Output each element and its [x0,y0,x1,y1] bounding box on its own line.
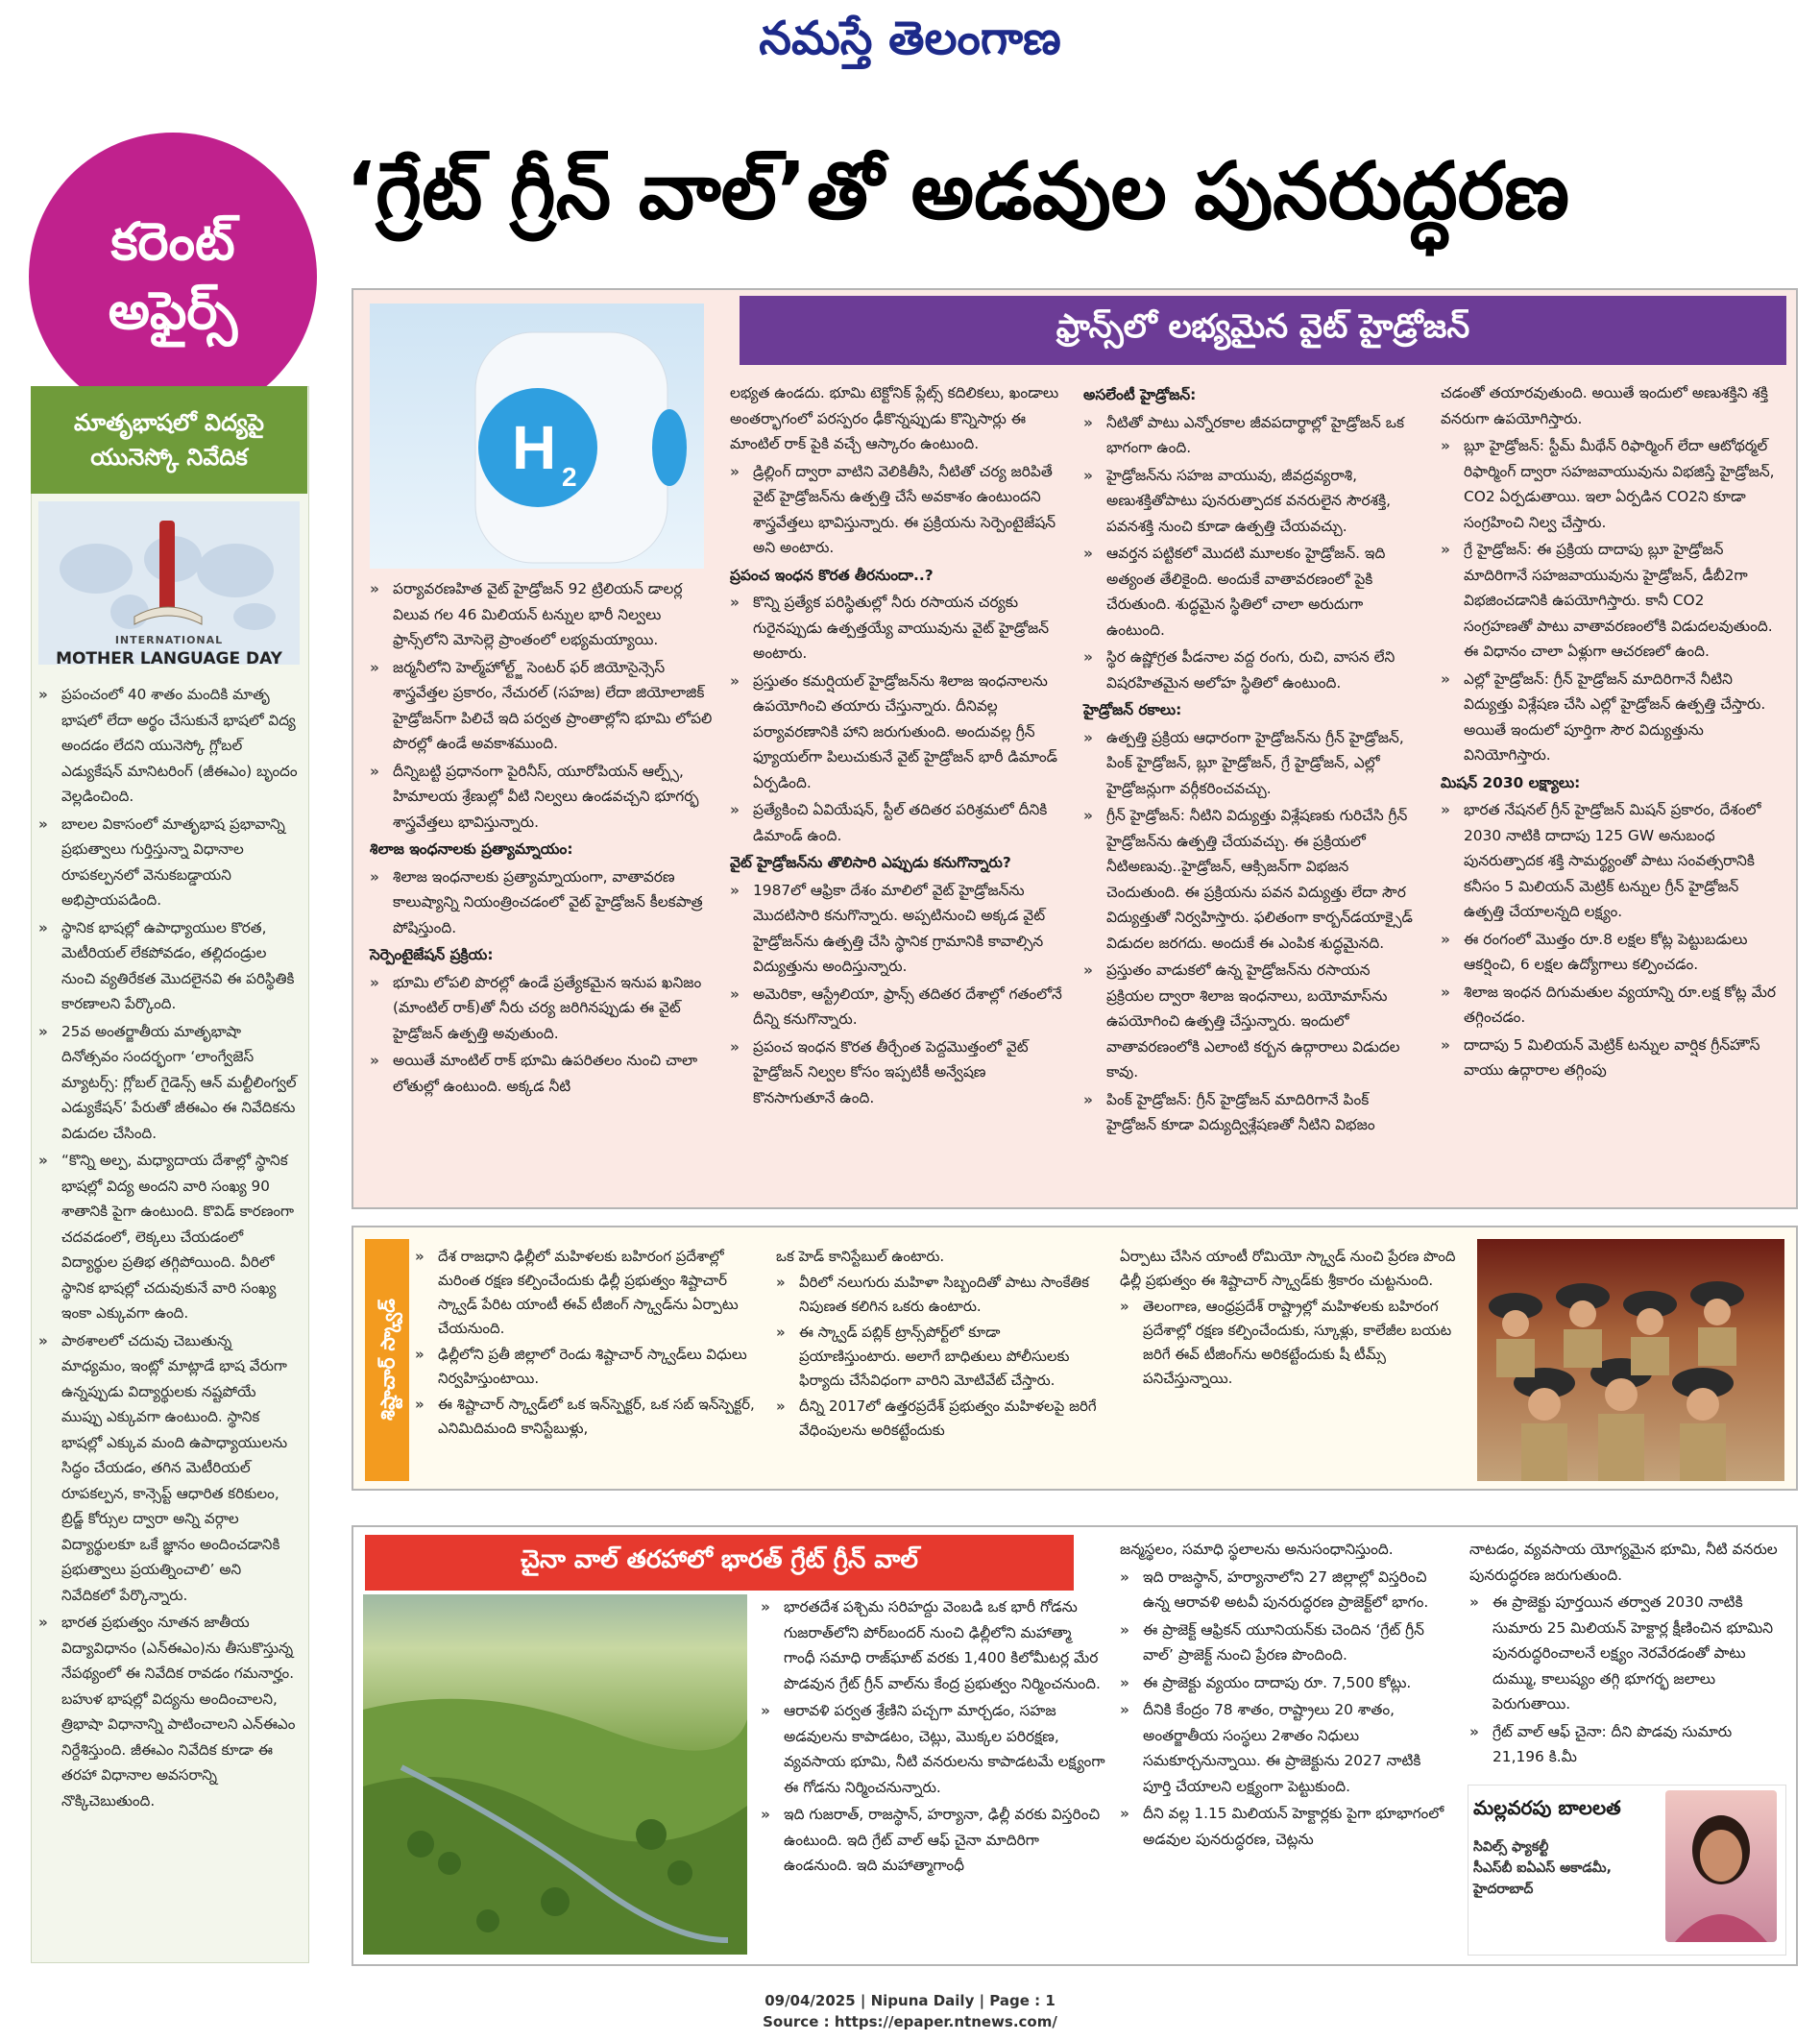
hydrogen-subheading: హైడ్రోజన్ రకాలు: [1083,701,1182,718]
squad-bullet: » దీన్ని 2017లో ఉత్తరప్రదేశ్ ప్రభుత్వం మహిళలపై జరిగే వేధింపులను అరికట్టేందుకు [776,1395,1103,1443]
greenwall-bullet: » ఆరావళి పర్వత శ్రేణిని పచ్చగా మార్చడం, సహజ అడవులను కాపాడటం, చెట్లు, మొక్కల పరిరక్షణ, వ్యవసాయ భూమి, నీటి వనరులను కాపాడటమే లక్ష్యంగా ఈ గోడను నిర్మించనున్నారు. [761,1698,1106,1800]
sidebar-bullet: » పాఠశాలలో చదువు చెబుతున్న మాధ్యమం, ఇంట్లో మాట్లాడే భాష వేరుగా ఉన్నప్పుడు విద్యార్థులకు నష్టపోయే ముప్పు ఎక్కువగా ఉంటుంది. స్థానిక భాషల్లో ఎక్కువ మంది ఉపాధ్యాయులను సిద్ధం చేయడం, తగిన మెటీరియల్ రూపకల్పన, కాన్సెప్ట్ ఆధారిత కరికులం, బ్రిడ్జ్ కోర్సుల ద్వారా అన్ని వర్గాల విద్యార్థులకూ ఒకే జ్ఞానం అందించడానికి ప్రభుత్వాలు ప్రయత్నించాలి’ అని నివేదికలో పేర్కొన్నారు. [38,1328,298,1609]
squad-column-1 [415,1245,761,1443]
hydrogen-bullet: » భారత నేషనల్ గ్రీన్ హైడ్రోజన్ మిషన్ ప్రకారం, దేశంలో 2030 నాటికి దాదాపు 125 GW అనుబంధ పునరుత్పాదక శక్తి సామర్థ్యంతో పాటు సంవత్సరానికి కనీసం 5 మిలియన్ మెట్రిక్ టన్నుల గ్రీన్ హైడ్రోజన్ ఉత్పత్తి చేయాలన్నది లక్ష్యం. [1441,797,1777,925]
sidebar-title-line-1: మాతృభాషలో విద్యపై [74,409,264,436]
hydrogen-bullet: » ప్రపంచ ఇంధన కొరత తీర్చేంత పెద్దమొత్తంలో వైట్ హైడ్రోజన్ నిల్వల కోసం ఇప్పటికీ అన్వేషణ కొనసాగుతూనే ఉంది. [730,1034,1066,1111]
h2-symbol: H [512,413,557,482]
hydrogen-bullet: » గ్రీన్ హైడ్రోజన్: నీటిని విద్యుత్తు విశ్లేషణకు గురిచేసి గ్రీన్ హైడ్రోజన్‌ను ఉత్పత్తి చేయవచ్చు. ఈ ప్రక్రియలో నీటిఅణువు..హైడ్రోజన్, ఆక్సిజన్‌గా విభజన చెందుతుంది. ఈ ప్రక్రియను పవన విద్యుత్తు లేదా సౌర విద్యుత్తుతో నిర్వహిస్తారు. ఫలితంగా కార్బన్‌డయాక్సైడ్ విడుదల జరగదు. అందుకే ఈ ఎంపిక శుద్ధమైనది. [1083,803,1420,956]
page-headline: ‘గ్రేట్ గ్రీన్ వాల్’తో అడవుల పునరుద్ధరణ [346,146,1569,237]
hydrogen-bullet: » శిలాజ ఇంధనాలకు ప్రత్యామ్నాయంగా, వాతావరణ కాలుష్యాన్ని నియంత్రించడంలో వైట్ హైడ్రోజన్ కీలకపాత్ర పోషిస్తుంది. [370,864,716,941]
hydrogen-subheading: సెర్పెంటైజేషన్ ప్రక్రియ: [370,946,494,963]
squad-bullet: » ఈ శిష్టాచార్ స్క్వాడ్‌లో ఒక ఇన్‌స్పెక్టర్, ఒక సబ్ ఇన్‌స్పెక్టర్, ఎనిమిదిమంది కానిస్టేబుళ్లు, [415,1393,761,1441]
squad-bullet: » దేశ రాజధాని ఢిల్లీలో మహిళలకు బహిరంగ ప్రదేశాల్లో మరింత రక్షణ కల్పించేందుకు ఢిల్లీ ప్రభుత్వం శిష్టాచార్ స్క్వాడ్ పేరిట యాంటీ ఈవ్ టీజింగ్ స్క్వాడ్‌ను ఏర్పాటు చేయనుంది. [415,1245,761,1341]
sidebar-bullet: » ప్రపంచంలో 40 శాతం మందికి మాతృ భాషలో లేదా అర్థం చేసుకునే భాషలో విద్య అందడం లేదని యునెస్కో గ్లోబల్ ఎడ్యుకేషన్ మానిటరింగ్ (జీఈఎం) బృందం వెల్లడించింది. [38,682,298,810]
hydrogen-column-2 [730,380,1066,1112]
h2-tank-image [370,304,704,569]
hydrogen-tank-illustration [370,304,704,569]
greenwall-bullet: » ఇది గుజరాత్, రాజస్థాన్, హర్యానా, ఢిల్లీ వరకు విస్తరించి ఉంటుంది. ఇది గ్రేట్ వాల్ ఆఫ్ చైనా మాదిరిగా ఉండనుంది. ఇది మహాత్మాగాంధీ [761,1802,1106,1879]
image-caption-big: MOTHER LANGUAGE DAY [56,649,282,668]
hydrogen-column-4 [1441,380,1777,1085]
hydrogen-subheading: అసలేంటీ హైడ్రోజన్: [1083,386,1197,403]
greenwall-bullet: » దీని వల్ల 1.15 మిలియన్ హెక్టార్లకు పైగా భూభాగంలో అడవుల పునరుద్ధరణ, చెట్లను [1120,1801,1451,1852]
sidebar-bullet: » స్థానిక భాషల్లో ఉపాధ్యాయుల కొరత, మెటీరియల్ లేకపోవడం, తల్లిదండ్రుల నుంచి వ్యతిరేకత మొదలైనవి ఈ పరిస్థితికి కారణాలని పేర్కొంది. [38,915,298,1017]
hydrogen-subheading: వైట్ హైడ్రోజన్‌ను తొలిసారి ఎప్పుడు కనుగొన్నారు? [730,854,1011,871]
hydrogen-bullet: » ప్రత్యేకించి ఏవియేషన్, స్టీల్ తదితర పరిశ్రమలో దీనికి డిమాండ్ ఉంది. [730,797,1066,848]
hydrogen-bullet: » డ్రిల్లింగ్ ద్వారా వాటిని వెలికితీసి, నీటితో చర్య జరిపితే వైట్ హైడ్రోజన్‌ను ఉత్పత్తి చేసే అవకాశం ఉంటుందని శాస్త్రవేత్తలు భావిస్తున్నారు. ఈ ప్రక్రియను సెర్పెంటైజేషన్ అని అంటారు. [730,459,1066,561]
greenwall-bullet: » ఈ ప్రాజెక్టు వ్యయం దాదాపు రూ. 7,500 కోట్లు. [1120,1670,1451,1696]
greenwall-column-3 [1469,1537,1782,1772]
h2-subscript: 2 [562,462,577,492]
badge-line-2: అఫైర్స్ [108,280,238,341]
footer-source-line: Source : https://epaper.ntnews.com/ [763,2013,1057,2030]
hydrogen-bullet: » హైడ్రోజన్‌ను సహజ వాయువు, జీవద్రవ్యరాశి, అణుశక్తితోపాటు పునరుత్పాదక వనరులైన సౌరశక్తి, పవనశక్తి నుంచి కూడా ఉత్పత్తి చేయవచ్చు. [1083,463,1420,540]
hydrogen-subheading: ప్రపంచ ఇంధన కొరత తీరనుందా..? [730,566,934,584]
police-women-photo [1477,1239,1784,1481]
footer-date-line: 09/04/2025 | Nipuna Daily | Page : 1 [764,1992,1056,2009]
hydrogen-column-1 [370,576,716,1101]
white-hydrogen-title: ఫ్రాన్స్‌లో లభ్యమైన వైట్ హైడ్రోజన్ [740,296,1786,365]
squad-bullet: » ఢిల్లీలోని ప్రతీ జిల్లాలో రెండు శిష్టాచార్ స్క్వాడ్‌లు విధులు నిర్వహిస్తుంటాయి. [415,1343,761,1391]
image-caption-small: INTERNATIONAL [114,634,224,646]
hydrogen-bullet: » భూమి లోపలి పొరల్లో ఉండే ప్రత్యేకమైన ఇనుప ఖనిజం (మాంటిల్ రాక్)తో నీరు చర్య జరిగినప్పుడు ఈ వైట్ హైడ్రోజన్ ఉత్పత్తి అవుతుంది. [370,970,716,1047]
hydrogen-paragraph: చడంతో తయారవుతుంది. అయితే ఇందులో అణుశక్తిని శక్తి వనరుగా ఉపయోగిస్తారు. [1441,384,1768,427]
hydrogen-bullet: » అమెరికా, ఆస్ట్రేలియా, ఫ్రాన్స్ తదితర దేశాల్లో గతంలోనే దీన్ని కనుగొన్నారు. [730,982,1066,1033]
hydrogen-paragraph: లభ్యత ఉండదు. భూమి టెక్టోనిక్ ప్లేట్స్ కదిలికలు, ఖండాలు అంతర్భాగంలో పరస్పరం ఢీకొన్నప్పుడు కొన్నిసార్లు ఈ మాంటిల్ రాక్ పైకి వచ్చే ఆస్కారం ఉంటుంది. [730,384,1059,452]
hydrogen-bullet: » అయితే మాంటిల్ రాక్ భూమి ఉపరితలం నుంచి చాలా లోతుల్లో ఉంటుంది. అక్కడ నీటి [370,1048,716,1099]
hydrogen-bullet: » దాదాపు 5 మిలియన్ మెట్రిక్ టన్నుల వార్షిక గ్రీన్‌హౌస్ వాయు ఉద్గారాల తగ్గింపు [1441,1033,1777,1083]
hydrogen-bullet: » ఈ రంగంలో మొత్తం రూ.8 లక్షల కోట్ల పెట్టుబడులు ఆకర్షించి, 6 లక్షల ఉద్యోగాలు కల్పించడం. [1441,927,1777,978]
sidebar-body [38,682,298,1815]
hydrogen-bullet: » శిలాజ ఇంధన దిగుమతుల వ్యయాన్ని రూ.లక్ష కోట్ల మేర తగ్గించడం. [1441,980,1777,1031]
hydrogen-bullet: » బ్లూ హైడ్రోజన్: స్టీమ్ మీథేన్ రిఫార్మింగ్ లేదా ఆటోథర్మల్ రిఫార్మింగ్ ద్వారా సహజవాయువును విభజిస్తే హైడ్రోజన్, CO2 ఏర్పడుతాయి. ఇలా ఏర్పడిన CO2ని కూడా సంగ్రహించి నిల్వ చేస్తారు. [1441,433,1777,535]
hydrogen-bullet: » ఆవర్తన పట్టికలో మొదటి మూలకం హైడ్రోజన్. ఇది అత్యంత తేలికైంది. అందుకే వాతావరణంలో పైకి చేరుతుంది. శుద్ధమైన స్థితిలో చాలా అరుదుగా ఉంటుంది. [1083,541,1420,643]
author-role-line-2: సీఎస్‌బీ ఐఏఎస్ అకాడమీ, [1473,1860,1612,1876]
hydrogen-bullet: » ప్రస్తుతం వాడుకలో ఉన్న హైడ్రోజన్‌ను రసాయన ప్రక్రియల ద్వారా శిలాజ ఇంధనాలు, బయోమాస్‌ను ఉపయోగించి ఉత్పత్తి చేస్తున్నారు. ఇందులో వాతావరణంలోకి ఎలాంటి కర్బన ఉద్గారాలు విడుదల కావు. [1083,958,1420,1085]
hydrogen-subheading: మిషన్ 2030 లక్ష్యాలు: [1441,773,1581,791]
greenwall-column-2 [1120,1537,1451,1854]
greenwall-bullet: » గ్రేట్ వాల్ ఆఫ్ చైనా: దీని పొడవు సుమారు 21,196 కి.మీ [1469,1719,1782,1770]
sidebar-bullet: » భారత ప్రభుత్వం నూతన జాతీయ విద్యావిధానం (ఎన్ఈఎం)ను తీసుకొస్తున్న నేపథ్యంలో ఈ నివేదిక రావడం గమనార్హం. బహుళ భాషల్లో విద్యను అందించాలని, త్రిభాషా విధానాన్ని పాటించాలని ఎన్ఈఎం నిర్దేశిస్తుంది. జీఈఎం నివేదిక కూడా ఈ తరహా విధానాల అవసరాన్ని నొక్కిచెబుతుంది. [38,1610,298,1813]
hydrogen-bullet: » పింక్ హైడ్రోజన్: గ్రీన్ హైడ్రోజన్ మాదిరిగానే పింక్ హైడ్రోజన్ కూడా విద్యుద్విశ్లేషణతో నీటిని విభజం [1083,1087,1420,1138]
author-portrait [1665,1790,1777,1942]
shishtachar-tab: శిష్టాచార్ స్క్వాడ్ [365,1239,409,1481]
hydrogen-bullet: » స్థిర ఉష్ణోగ్రత పీడనాల వద్ద రంగు, రుచి, వాసన లేని విషరహితమైన అలోహ స్థితిలో ఉంటుంది. [1083,644,1420,695]
squad-bullet: » ఈ స్క్వాడ్ పబ్లిక్ ట్రాన్స్‌పోర్ట్‌లో కూడా ప్రయాణిస్తుంటారు. అలాగే బాధితులు పోలీసులకు ఫిర్యాదు చేసేవిధంగా వారిని మోటివేట్ చేస్తారు. [776,1321,1103,1393]
hydrogen-bullet: » గ్రే హైడ్రోజన్: ఈ ప్రక్రియ దాదాపు బ్లూ హైడ్రోజన్ మాదిరిగానే సహజవాయువును హైడ్రోజన్, డీబీ2గా విభజించడానికి ఉపయోగిస్తారు. కానీ CO2 సంగ్రహణతో పాటు వాతావరణంలోకి విడుదలవుతుంది. ఈ విధానం చాలా ఏళ్లుగా ఆచరణలో ఉంది. [1441,537,1777,665]
hydrogen-bullet: » పర్యావరణహిత వైట్ హైడ్రోజన్ 92 ట్రిలియన్ డాలర్ల విలువ గల 46 మిలియన్ టన్నుల భారీ నిల్వలు ఫ్రాన్స్‌లోని మోసెల్లె ప్రాంతంలో లభ్యమయ్యాయి. [370,576,716,653]
squad-column-2 [776,1245,1103,1445]
hydrogen-bullet: » దీన్నిబట్టి ప్రధానంగా పైరినీస్, యూరోపియన్ ఆల్ప్స్, హిమాలయ శ్రేణుల్లో వీటి నిల్వలు ఉండవచ్చని భూగర్భ శాస్త్రవేత్తలు భావిస్తున్నారు. [370,759,716,836]
squad-bullet: » వీరిలో నలుగురు మహిళా సిబ్బందితో పాటు సాంకేతిక నిపుణత కలిగిన ఒకరు ఉంటారు. [776,1271,1103,1319]
hydrogen-column-3 [1083,380,1420,1140]
squad-column-3 [1120,1245,1466,1393]
squad-paragraph: ఏర్పాటు చేసిన యాంటీ రోమియో స్క్వాడ్ నుంచి ప్రేరణ పొంది ఢిల్లీ ప్రభుత్వం ఈ శిష్టాచార్ స్క్వాడ్‌కు శ్రీకారం చుట్టనుంది. [1120,1248,1456,1289]
badge-line-1: కరెంట్ [110,211,235,272]
squad-bullet: » తెలంగాణ, ఆంధ్రప్రదేశ్ రాష్ట్రాల్లో మహిళలకు బహిరంగ ప్రదేశాల్లో రక్షణ కల్పించేందుకు, స్కూళ్లు, కాలేజీల బయట జరిగే ఈవ్ టీజింగ్‌ను అరికట్టేందుకు షీ టీమ్స్ పనిచేస్తున్నాయి. [1120,1295,1466,1391]
hydrogen-bullet: » ప్రస్తుతం కమర్షియల్ హైడ్రోజన్‌ను శిలాజ ఇంధనాలను ఉపయోగించి తయారు చేస్తున్నారు. దీనివల్ల పర్యావరణానికి హాని జరుగుతుంది. అందువల్ల గ్రీన్ ఫ్యూయల్‌గా పిలుచుకునే వైట్ హైడ్రోజన్ భారీ డిమాండ్ ఏర్పడింది. [730,668,1066,796]
author-role-line-3: హైదరాబాద్ [1473,1882,1534,1897]
masthead: నమస్తే తెలంగాణ [759,12,1061,65]
sidebar-bullet: » “కొన్ని అల్ప, మధ్యాదాయ దేశాల్లో స్థానిక భాషల్లో విద్య అందని వారి సంఖ్య 90 శాతానికి పైగా ఉంటుంది. కొవిడ్ కారణంగా చదవడంలో, లెక్కలు చేయడంలో విద్యార్థుల ప్రతిభ తగ్గిపోయింది. వీరిలో స్థానిక భాషల్లో చదువుకునే వారి సంఖ్య ఇంకా ఎక్కువగా ఉంది. [38,1148,298,1326]
sidebar-title [31,386,307,494]
forest-landscape-illustration [363,1594,747,1955]
police-officers-illustration [1477,1239,1784,1481]
hydrogen-bullet: » ఉత్పత్తి ప్రక్రియ ఆధారంగా హైడ్రోజన్‌ను గ్రీన్ హైడ్రోజన్, పింక్ హైడ్రోజన్, బ్లూ హైడ్రోజన్, గ్రే హైడ్రోజన్, ఎల్లో హైడ్రోజన్లుగా వర్గీకరించవచ్చు. [1083,725,1420,802]
greenwall-bullet: » భారతదేశ పశ్చిమ సరిహద్దు వెంబడి ఒక భారీ గోడను గుజరాత్‌లోని పోర్‌బందర్ నుంచి ఢిల్లీలోని మహాత్మా గాంధీ సమాధి రాజ్‌ఘాట్ వరకు 1,400 కిలోమీటర్ల మేర పొడవున గ్రేట్ గ్రీన్ వాల్‌ను కేంద్ర ప్రభుత్వం నిర్మించనుంది. [761,1594,1106,1696]
greenwall-column-1 [761,1594,1106,1881]
greenwall-bullet: » ఈ ప్రాజెక్టు పూర్తయిన తర్వాత 2030 నాటికి సుమారు 25 మిలియన్ హెక్టార్ల క్షీణించిన భూమిని పునరుద్ధరించాలనే లక్ష్యం నెరవేరడంతో పాటు దుమ్ము, కాలుష్యం తగ్గి భూగర్భ జలాలు పెరుగుతాయి. [1469,1590,1782,1717]
greenwall-bullet: » ఇది రాజస్థాన్, హర్యానాలోని 27 జిల్లాల్లో విస్తరించి ఉన్న ఆరావళి అటవీ పునరుద్ధరణ ప్రాజెక్ట్‌లో భాగం. [1120,1565,1451,1616]
author-role [1473,1836,1665,1900]
author-photo [1665,1790,1777,1942]
squad-paragraph: ఒక హెడ్ కానిస్టేబుల్ ఉంటారు. [776,1248,945,1265]
author-role-line-1: సివిల్స్ ఫ్యాకల్టీ [1473,1839,1549,1855]
hydrogen-bullet: » ఎల్లో హైడ్రోజన్: గ్రీన్ హైడ్రోజన్ మాదిరిగానే నీటిని విద్యుత్తు విశ్లేషణ చేసి ఎల్లో హైడ్రోజన్ ఉత్పత్తి చేస్తారు. అయితే ఇందులో పూర్తిగా సౌర విద్యుత్తును వినియోగిస్తారు. [1441,667,1777,768]
hydrogen-subheading: శిలాజ ఇంధనాలకు ప్రత్యామ్నాయం: [370,840,573,858]
author-name: మల్లవరపు బాలలత [1473,1796,1621,1819]
current-affairs-badge [29,133,317,421]
aravalli-forest-photo [363,1594,747,1955]
great-green-wall-title: చైనా వాల్ తరహాలో భారత్ గ్రేట్ గ్రీన్ వాల్ [365,1535,1074,1591]
sidebar-bullet: » బాలల వికాసంలో మాతృభాష ప్రభావాన్ని ప్రభుత్వాలు గుర్తిస్తున్నా విధానాల రూపకల్పనలో వెనుకబడ్డాయని అభిప్రాయపడింది. [38,812,298,913]
greenwall-paragraph: జన్మస్థలం, సమాధి స్థలాలను అనుసంధానిస్తుంది. [1120,1541,1394,1558]
sidebar-bullet: » 25వ అంతర్జాతీయ మాతృభాషా దినోత్సవం సందర్భంగా ‘లాంగ్వేజెస్ మ్యాటర్స్: గ్లోబల్ గైడెన్స్ ఆన్ మల్టీలింగ్వల్ ఎడ్యుకేషన్’ పేరుతో జీఈఎం ఈ నివేదికను విడుదల చేసింది. [38,1019,298,1147]
hydrogen-bullet: » 1987లో ఆఫ్రికా దేశం మాలిలో వైట్ హైడ్రోజన్‌ను మొదటిసారి కనుగొన్నారు. అప్పటినుంచి అక్కడ వైట్ హైడ్రోజన్‌ను ఉత్పత్తి చేసి స్థానిక గ్రామానికి కావాల్సిన విద్యుత్తును అందిస్తున్నారు. [730,878,1066,980]
greenwall-bullet: » దీనికి కేంద్రం 78 శాతం, రాష్ట్రాలు 20 శాతం, అంతర్జాతీయ సంస్థలు 2శాతం నిధులు సమకూర్చనున్నాయి. ఈ ప్రాజెక్టును 2027 నాటికి పూర్తి చేయాలని లక్ష్యంగా పెట్టుకుంది. [1120,1697,1451,1799]
greenwall-bullet: » ఈ ప్రాజెక్ట్ ఆఫ్రికన్ యూనియన్‌కు చెందిన ‘గ్రేట్ గ్రీన్ వాల్’ ప్రాజెక్ట్ నుంచి ప్రేరణ పొందింది. [1120,1617,1451,1668]
greenwall-paragraph: నాటడం, వ్యవసాయ యోగ్యమైన భూమి, నీటి వనరుల పునరుద్ధరణ జరుగుతుంది. [1469,1541,1778,1584]
hydrogen-bullet: » జర్మనీలోని హెల్మ్‌హోల్ట్జ్ సెంటర్ ఫర్ జియోసైన్సెస్ శాస్త్రవేత్తల ప్రకారం, నేచురల్ (సహజ) లేదా జియోలాజిక్ హైడ్రోజన్‌గా పిలిచే ఇది పర్వత ప్రాంతాల్లోని భూమి లోపలి పొరల్లో ఉండే అవకాశముంది. [370,655,716,757]
sidebar-title-line-2: యునెస్కో నివేదిక [90,444,248,471]
hydrogen-bullet: » కొన్ని ప్రత్యేక పరిస్థితుల్లో నీరు రసాయన చర్యకు గురైనప్పుడు ఉత్పత్తయ్యే వాయువును వైట్ హైడ్రోజన్ అంటారు. [730,590,1066,667]
hydrogen-bullet: » నీటితో పాటు ఎన్నోరకాల జీవపదార్థాల్లో హైడ్రోజన్ ఒక భాగంగా ఉంది. [1083,410,1420,461]
